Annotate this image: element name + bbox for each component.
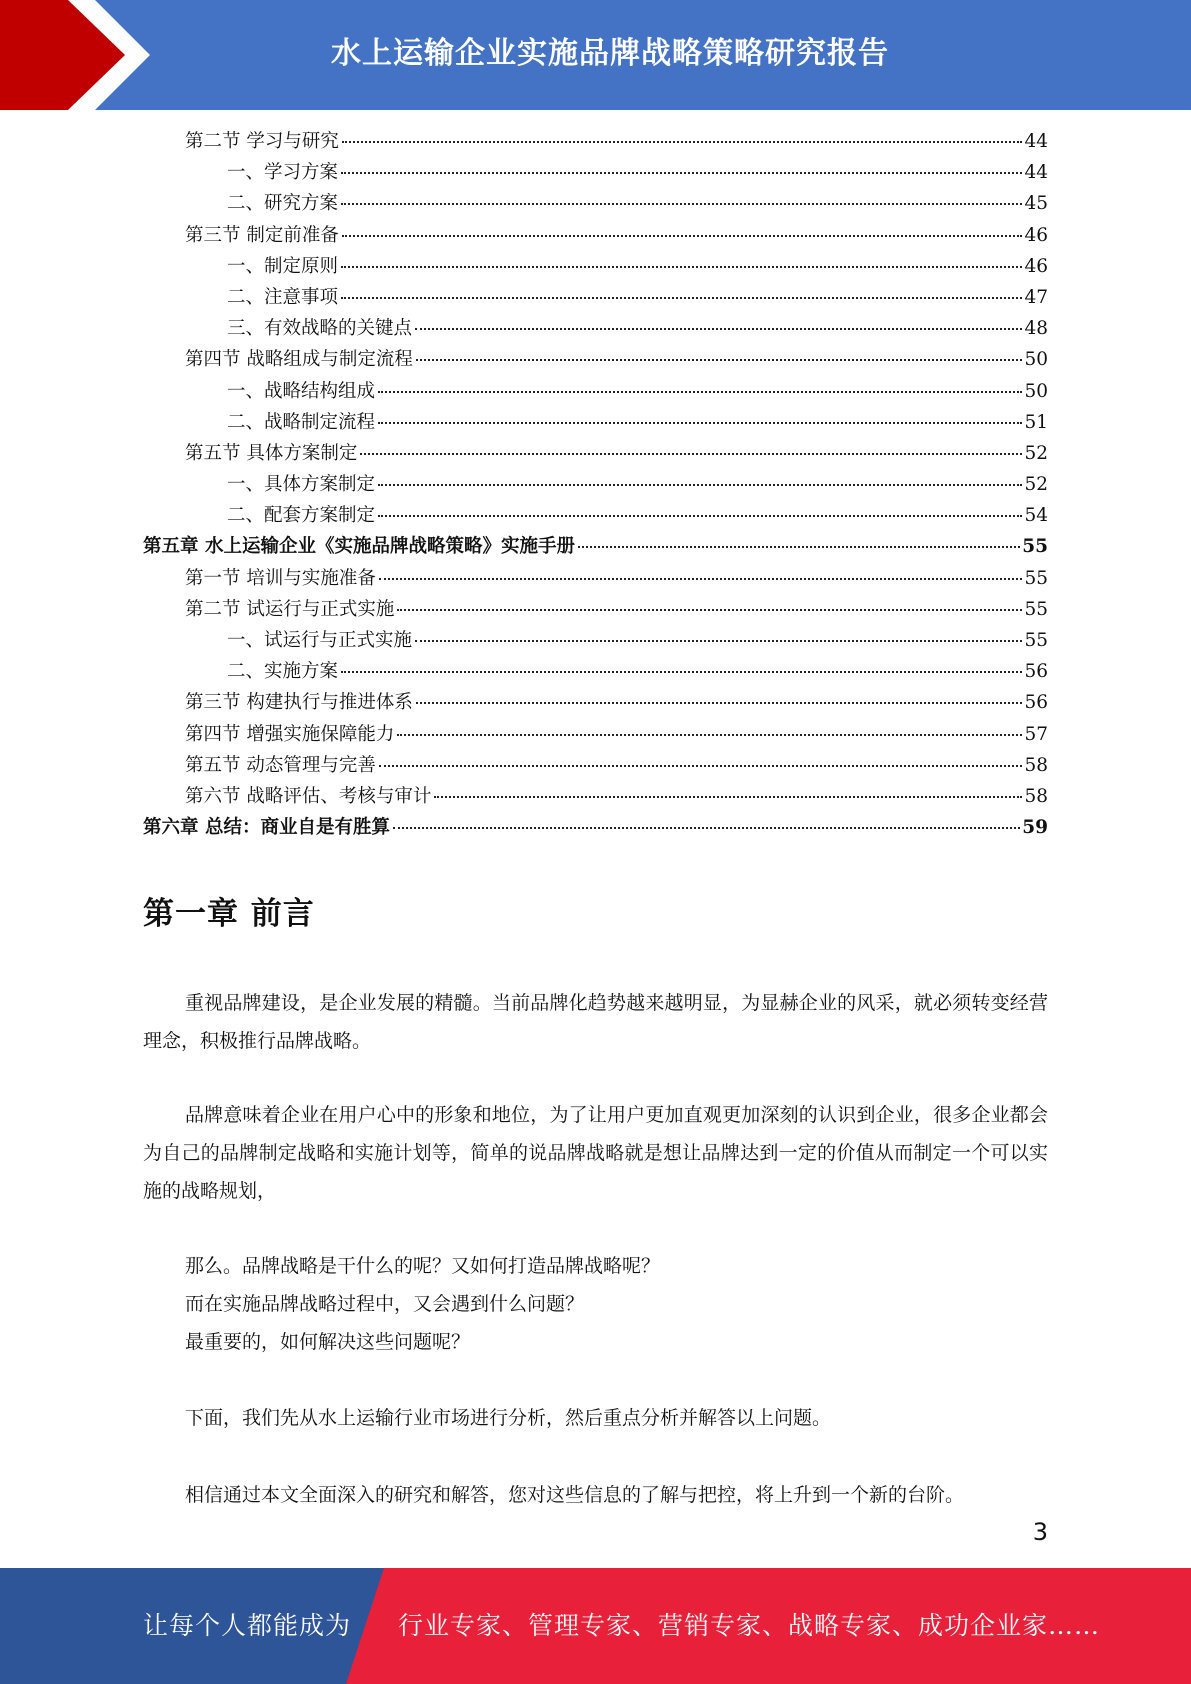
toc-entry[interactable] bbox=[143, 283, 1048, 314]
toc-entry[interactable] bbox=[143, 782, 1048, 813]
toc-entry-page: 55 bbox=[1024, 598, 1048, 620]
toc-entry-page: 46 bbox=[1024, 255, 1048, 277]
toc-dot-leader bbox=[379, 765, 1023, 767]
toc-dot-leader bbox=[434, 796, 1022, 798]
toc-entry[interactable] bbox=[143, 314, 1048, 345]
toc-entry[interactable] bbox=[143, 532, 1048, 563]
toc-entry[interactable] bbox=[143, 252, 1048, 283]
toc-entry[interactable] bbox=[143, 751, 1048, 782]
toc-entry[interactable] bbox=[143, 657, 1048, 688]
toc-entry-page: 44 bbox=[1024, 131, 1048, 152]
toc-entry[interactable] bbox=[143, 221, 1048, 252]
toc-entry-label: 三、有效战略的关键点 bbox=[227, 318, 413, 340]
footer-slogan-left: 让每个人都能成为 bbox=[143, 1611, 352, 1640]
toc-entry-label: 一、试运行与正式实施 bbox=[227, 630, 413, 651]
header-arrow-decoration bbox=[0, 0, 150, 110]
toc-entry[interactable] bbox=[143, 158, 1048, 189]
toc-entry-page: 51 bbox=[1024, 411, 1048, 433]
toc-entry-label: 第一节 培训与实施准备 bbox=[185, 567, 376, 589]
toc-entry-page: 44 bbox=[1024, 162, 1048, 184]
toc-entry-page: 55 bbox=[1024, 567, 1048, 589]
toc-entry[interactable] bbox=[143, 501, 1048, 532]
toc-entry-page: 50 bbox=[1024, 349, 1048, 371]
toc-entry-label: 第六节 战略评估、考核与审计 bbox=[185, 785, 432, 807]
toc-dot-leader bbox=[360, 453, 1022, 455]
paragraph-3: 下面，我们先从水上运输行业市场进行分析，然后重点分析并解答以上问题。 bbox=[185, 1407, 832, 1429]
chapter-heading: 第一章 前言 bbox=[143, 896, 315, 932]
toc-entry-page: 58 bbox=[1024, 785, 1048, 807]
toc-entry[interactable] bbox=[143, 408, 1048, 439]
toc-entry-label: 第二节 试运行与正式实施 bbox=[185, 598, 395, 620]
toc-entry-label: 一、学习方案 bbox=[227, 162, 339, 184]
toc-entry-page: 48 bbox=[1024, 318, 1048, 340]
toc-entry-label: 二、注意事项 bbox=[227, 286, 339, 308]
toc-dot-leader bbox=[378, 515, 1022, 517]
toc-entry-page: 56 bbox=[1024, 661, 1048, 683]
toc-entry-page: 55 bbox=[1024, 630, 1048, 651]
page-number: 3 bbox=[1032, 1518, 1048, 1546]
toc-entry[interactable] bbox=[143, 595, 1048, 626]
toc-dot-leader bbox=[341, 266, 1022, 268]
toc-entry-label: 第四节 增强实施保障能力 bbox=[185, 723, 395, 745]
toc-entry-label: 第二节 学习与研究 bbox=[185, 131, 339, 152]
toc-dot-leader bbox=[415, 328, 1022, 330]
toc-dot-leader bbox=[378, 391, 1022, 393]
question-line-2: 而在实施品牌战略过程中，又会遇到什么问题？ bbox=[185, 1293, 585, 1315]
toc-entry-label: 第四节 战略组成与制定流程 bbox=[185, 349, 413, 371]
toc-entry[interactable] bbox=[143, 626, 1048, 657]
toc-entry-page: 59 bbox=[1022, 817, 1048, 839]
toc-entry-label: 第六章 总结：商业自是有胜算 bbox=[143, 817, 390, 839]
toc-dot-leader bbox=[397, 734, 1022, 736]
footer-band bbox=[0, 1568, 1191, 1684]
toc-entry-page: 45 bbox=[1024, 193, 1048, 215]
toc-entry-label: 第五章 水上运输企业《实施品牌战略策略》实施手册 bbox=[143, 536, 575, 558]
toc-entry[interactable] bbox=[143, 564, 1048, 595]
toc-entry-label: 一、战略结构组成 bbox=[227, 380, 376, 402]
paragraph-1: 重视品牌建设，是企业发展的精髓。当前品牌化趋势越来越明显，为显赫企业的风采，就必须转变经营理念，积极推行品牌战略。 bbox=[143, 992, 1048, 1052]
toc-entry-page: 52 bbox=[1024, 442, 1048, 464]
toc-entry-label: 二、实施方案 bbox=[227, 661, 339, 683]
toc-entry[interactable] bbox=[143, 720, 1048, 751]
toc-entry-label: 第五节 具体方案制定 bbox=[185, 442, 358, 464]
toc-dot-leader bbox=[341, 172, 1022, 174]
toc-entry-page: 56 bbox=[1024, 692, 1048, 714]
toc-entry-label: 一、制定原则 bbox=[227, 255, 339, 277]
question-line-1: 那么。品牌战略是干什么的呢？又如何打造品牌战略呢？ bbox=[185, 1255, 661, 1277]
toc-dot-leader bbox=[393, 827, 1020, 829]
header-band bbox=[0, 0, 1191, 110]
toc-entry-page: 52 bbox=[1024, 474, 1048, 496]
toc-dot-leader bbox=[397, 609, 1022, 611]
toc-dot-leader bbox=[416, 702, 1023, 704]
toc-entry-page: 54 bbox=[1024, 505, 1048, 527]
toc-dot-leader bbox=[342, 141, 1023, 143]
toc-dot-leader bbox=[578, 546, 1020, 548]
toc-entry[interactable] bbox=[143, 377, 1048, 408]
toc-entry-label: 第五节 动态管理与完善 bbox=[185, 754, 376, 776]
toc-dot-leader bbox=[379, 578, 1023, 580]
toc-dot-leader bbox=[416, 359, 1023, 361]
toc-dot-leader bbox=[378, 484, 1022, 486]
toc-entry-page: 55 bbox=[1022, 536, 1048, 558]
toc-entry[interactable] bbox=[143, 127, 1048, 158]
toc-dot-leader bbox=[341, 203, 1022, 205]
toc-dot-leader bbox=[415, 640, 1022, 642]
document-title: 水上运输企业实施品牌战略策略研究报告 bbox=[331, 36, 889, 71]
footer-slogan-right: 行业专家、管理专家、营销专家、战略专家、成功企业家…… bbox=[398, 1611, 1101, 1640]
toc-entry[interactable] bbox=[143, 813, 1048, 844]
toc-entry-page: 58 bbox=[1024, 754, 1048, 776]
toc-entry[interactable] bbox=[143, 688, 1048, 719]
toc-entry[interactable] bbox=[143, 345, 1048, 376]
toc-entry-page: 50 bbox=[1024, 380, 1048, 402]
toc-dot-leader bbox=[342, 235, 1023, 237]
toc-entry-label: 二、战略制定流程 bbox=[227, 411, 376, 433]
toc-entry-page: 47 bbox=[1024, 286, 1048, 308]
toc-entry[interactable] bbox=[143, 439, 1048, 470]
toc-entry-page: 46 bbox=[1024, 224, 1048, 246]
toc-dot-leader bbox=[378, 422, 1022, 424]
table-of-contents bbox=[143, 127, 1048, 844]
toc-entry-label: 第三节 制定前准备 bbox=[185, 224, 339, 246]
paragraph-4: 相信通过本文全面深入的研究和解答，您对这些信息的了解与把控，将上升到一个新的台阶。 bbox=[185, 1484, 965, 1506]
toc-entry[interactable] bbox=[143, 470, 1048, 501]
toc-entry[interactable] bbox=[143, 189, 1048, 220]
toc-entry-label: 一、具体方案制定 bbox=[227, 474, 376, 496]
paragraph-2: 品牌意味着企业在用户心中的形象和地位，为了让用户更加直观更加深刻的认识到企业，很多企业都会为自己的品牌制定战略和实施计划等，简单的说品牌战略就是想让品牌达到一定的价值从而制定一个可以实施的战略规划， bbox=[143, 1104, 1048, 1202]
toc-entry-label: 二、研究方案 bbox=[227, 193, 339, 215]
toc-entry-label: 第三节 构建执行与推进体系 bbox=[185, 692, 413, 714]
toc-entry-page: 57 bbox=[1024, 723, 1048, 745]
question-line-3: 最重要的，如何解决这些问题呢？ bbox=[185, 1331, 471, 1353]
toc-entry-label: 二、配套方案制定 bbox=[227, 505, 376, 527]
toc-dot-leader bbox=[341, 671, 1022, 673]
toc-dot-leader bbox=[341, 297, 1022, 299]
